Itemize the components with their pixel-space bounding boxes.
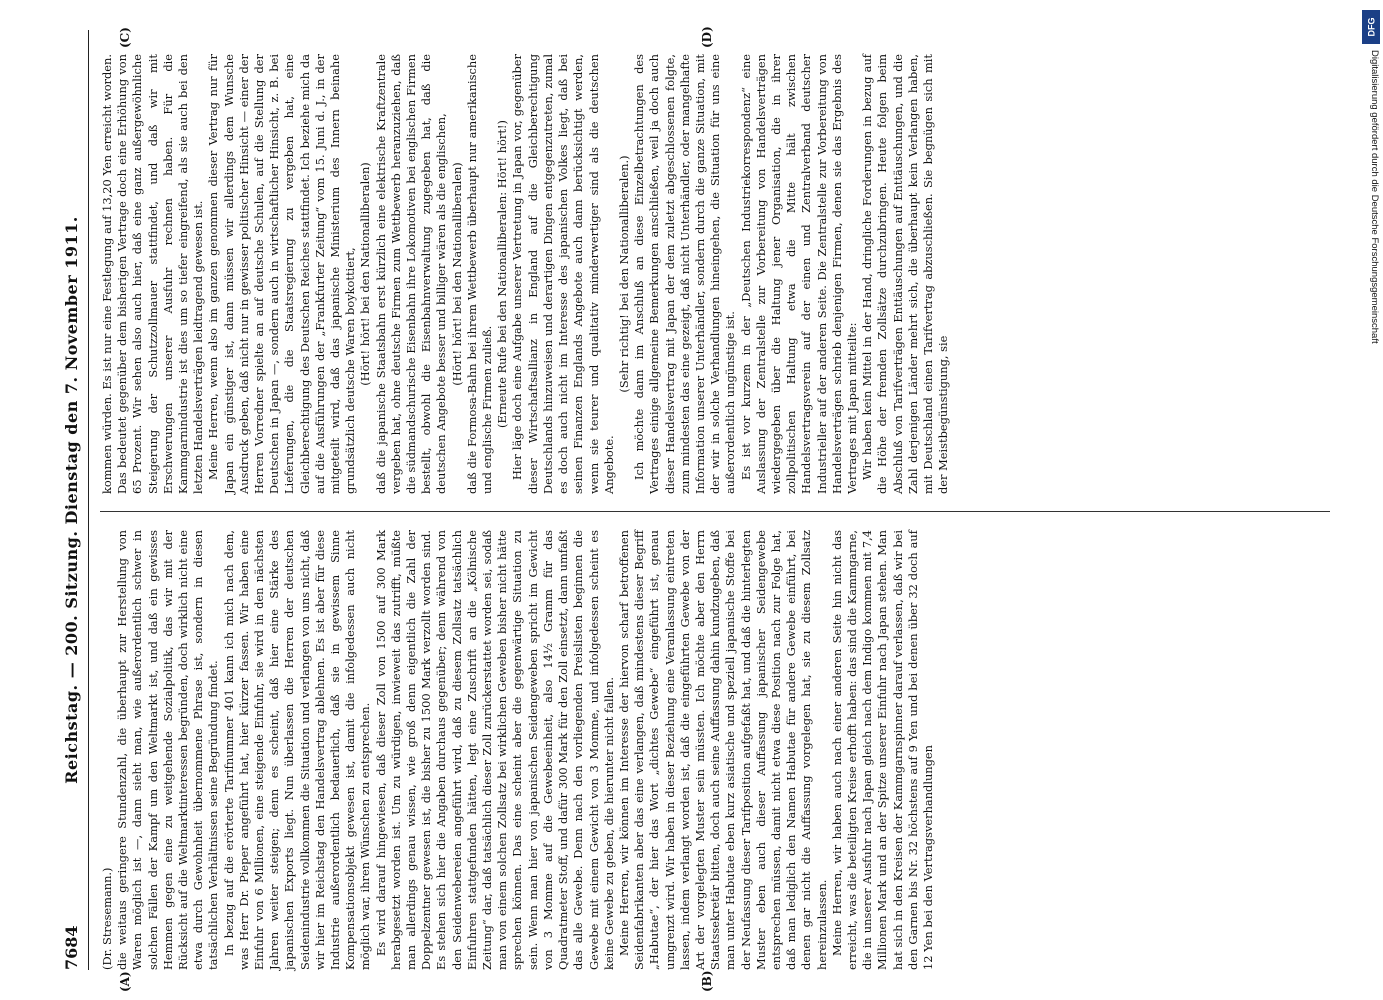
paragraph: Ich möchte dann im Anschluß an diese Einzelbetrachtungen des Vertrages einige allgemeine Bemerkungen anschließen, weil ja doch auch dieser Handelsvertrag mit Japan der dem zuletzt abgeschlossenen folgte, zum mindesten das eine gezeigt, daß nicht Unterhändler, oder mangelhafte Information unserer Unterhändler, sondern durch die ganze Situation, mit der wir in solche Verhandlungen hineingehen, die Situation für uns eine außerordentlich ungünstige ist.	[632, 54, 738, 494]
dfg-credit-text: Digitalisierung gefördert durch die Deutsche Forschungsgemeinschaft	[1369, 50, 1380, 344]
paragraph: Meine Herren, wir können im Interesse der hiervon scharf betroffenen Seidenfabrikanten aber das eine verlangen, daß mindestens dieser Begriff „Habutae“, der hier das Wort „dichtes Gewebe“ eingeführt ist, genau umgrenzt wird. Wir haben in dieser Beziehung eine Veranlassung eintreten lassen, indem verlangt worden ist, daß die eingeführten Gewebe von der Art der vorgelegten Muster sein müssten. Ich möchte aber den Herrn Staatssekretär bitten, doch auch seine Auffassung dahin kundzugeben, daß man unter Habutae eben kurz asiatische und speziell japanische Stoffe bei der Neufassung dieser Tarifposition aufgefaßt hat, und daß die hinterlegten Muster eben auch dieser Auffassung japanischer Seidengewebe entsprechen müssen, damit nicht etwa diese Position nach zur Folge hat, daß man lediglich den Namen Habutae für andere Gewebe einführt, bei denen gar nicht die Auffassung vorgelegen hat, sie zu diesem Zollsatz hereinzulassen.	[616, 530, 829, 970]
left-column	[100, 530, 1330, 992]
marker-c: (C)	[118, 27, 132, 48]
paragraph: Es wird darauf hingewiesen, daß dieser Zoll von 1500 auf 300 Mark herabgesetzt worden ist. Um zu würdigen, inwieweit das zutrifft, müßte man allerdings genau wissen, wie groß denn eigentlich die Zahl der Doppelzentner gewesen ist, die bisher zu 1500 Mark verzollt worden sind. Es stehen sich hier die Angaben durchaus gegenüber; denn während von den Seidenwebereien angeführt wird, daß zu diesem Zollsatz tatsächlich Einfuhren stattgefunden hätten, legt eine Zuschrift an die „Kölnische Zeitung“ dar, daß tatsächlich dieser Zoll zurückerstattet worden sei, sodaß man von einem solchen Zollsatz bei wirklichen Geweben bisher nicht hätte sprechen können. Das eine scheint aber die gegenwärtige Situation zu sein. Wenn man hier von japanischen Seidengeweben spricht im Gewicht von 3 Momme auf die Gewebeeinheit, also 14⅟₂ Gramm für das Quadratmeter Stoff, und dafür 300 Mark für den Zoll einsetzt, dann umfaßt das alle Gewebe. Denn nach den vorliegenden Preislisten beginnen die Gewebe mit einem Gewicht von 3 Momme, und infolgedessen scheint es keine Gewebe zu geben, die hierunter nicht fallen.	[373, 530, 616, 970]
interjection: (Hört! hört! bei den Nationalliberalen)	[449, 162, 464, 386]
interjection: (Sehr richtig! bei den Nationalliberalen.)	[616, 155, 631, 393]
dfg-sidebar	[1362, 10, 1382, 990]
paragraph: Es ist vor kurzem in der „Deutschen Industriekorrespondenz“ eine Auslassung der Zentralstelle zur Vorbereitung von Handelsverträgen wiedergegeben über die Haltung jener Organisation, die in ihrer zollpolitischen Haltung etwa die Mitte hält zwischen Handelsvertragsverein auf der einen und Zentralverband deutscher Industrieller auf der anderen Seite. Die Zentralstelle zur Vorbereitung von Handelsverträgen schrieb denjenigen Firmen, denen sie das Ergebnis des Vertrages mit Japan mitteilte:	[738, 54, 859, 494]
dfg-logo	[1362, 10, 1380, 44]
dfg-logo-text: DFG	[1366, 17, 1376, 37]
interjection: (Hört! hört! bei den Nationalliberalen)	[358, 162, 373, 386]
paragraph: die weitaus geringere Stundenzahl, die überhaupt zur Herstellung von Waren möglich ist —, dann sieht man, wie außerordentlich schwer in solchen Fällen der Kampf um den Weltmarkt ist, und daß ein gewisses Hemmen gegen eine zu weitgehende Sozialpolitik, das wir mit der Rücksicht auf die Weltmarktinteressen begründen, doch wirklich nicht eine etwa durch Gewohnheit übernommene Phrase ist, sondern in diesen tatsächlichen Verhältnissen seine Begründung findet.	[115, 530, 221, 970]
running-title: Reichstag. — 200. Sitzung. Dienstag den 7. November 1911.	[62, 216, 81, 784]
paragraph: daß die Formosa-Bahn bei ihrem Wettbewerb überhaupt nur amerikanische und englische Firmen zuließ.	[464, 54, 495, 494]
marker-a: (A)	[118, 971, 132, 992]
interjection: (Erneute Rufe bei den Nationalliberalen: Hört! hört!)	[495, 120, 510, 428]
rotated-document-page	[60, 26, 1340, 992]
dfg-credit	[1362, 50, 1380, 390]
marker-b: (B)	[700, 970, 714, 992]
paragraph: Meine Herren, wir haben auch nach einer anderen Seite hin nicht das erreicht, was die beteiligten Kreise erhofft haben: das sind die Kammgarne, die in unserer Ausfuhr nach Japan gleich nach dem Indigo kommen mit 7,4 Millionen Mark und an der Spitze unserer Einfuhr nach Japan stehen. Man hat sich in den Kreisen der Kammgarnspinner darauf verlassen, daß wir bei den Garnen bis Nr. 32 höchstens auf 9 Yen und bei denen über 32 doch auf 12 Yen bei den Vertragsverhandlungen	[829, 530, 935, 970]
paragraph: Hier läge doch eine Aufgabe unserer Vertretung in Japan vor, gegenüber dieser Wirtschaftsallianz in England auf die Gleichberechtigung Deutschlands hinzuweisen und derartigen Dingen entgegenzutreten, zumal es doch auch nicht im Interesse des japanischen Volkes liegt, daß bei seinen Finanzen Englands Angebote auch dann berücksichtigt werden, wenn sie teurer und qualitativ minderwertiger sind als die deutschen Angebote.	[510, 54, 616, 494]
right-column	[100, 26, 1330, 494]
column-divider	[100, 511, 1330, 512]
paragraph: In bezug auf die erörterte Tarifnummer 401 kann ich mich nach dem, was Herr Dr. Pieper angeführt hat, hier kürzer fassen. Wir haben eine Einfuhr von 6 Millionen, eine steigende Einfuhr, sie wird in den nächsten Jahren weiter steigen; denn es scheint, daß hier eine Stärke des japanischen Exports liegt. Nun überlassen die Herren der deutschen Seidenindustrie vollkommen die Situation und verlangen von uns nicht, daß wir hier im Reichstag den Handelsvertrag ablehnen. Es ist aber für diese Industrie außerordentlich bedauerlich, daß sie in gewissem Sinne Kompensationsobjekt gewesen ist, damit die infolgedessen auch nicht möglich war, ihren Wünschen zu entsprechen.	[221, 530, 373, 970]
speaker-note: (Dr. Stresemann.)	[100, 867, 114, 970]
marker-d: (D)	[700, 26, 714, 48]
paragraph: daß die japanische Staatsbahn erst kürzlich eine elektrische Kraftzentrale vergeben hat, ohne deutsche Firmen zum Wettbewerb heranzuziehen, daß die südmandschurische Eisenbahn ihre Lokomotiven bei englischen Firmen bestellt, obwohl die Eisenbahnverwaltung zugegeben hat, daß die deutschen Angebote besser und billiger wären als die englischen,	[373, 54, 449, 494]
paragraph: kommen würden. Es ist nur eine Festlegung auf 13,20 Yen erreicht worden. Das bedeutet gegenüber dem bisherigen Vertrage doch eine Erhöhung von 65 Prozent. Wir sehen also auch hier, daß eine ganz außergewöhnliche Steigerung der Schutzzollmauer stattfindet, und daß wir mit Erschwerungen unserer Ausfuhr rechnen haben. Für die Kammgarnindustrie ist dies um so tiefer eingreifend, als sie auch bei den letzten Handelsverträgen leidtragend gewesen ist.	[100, 54, 206, 494]
paragraph: Meine Herren, wenn also im ganzen genommen dieser Vertrag nur für Japan ein günstiger ist, dann müssen wir allerdings dem Wunsche Ausdruck geben, daß nicht nur in gewisser politischer Hinsicht — einer der Herren Vorredner spielte an auf deutsche Schulen, auf die Stellung der Deutschen in Japan —, sondern auch in wirtschaftlicher Hinsicht, z. B. bei Lieferungen, die die Staatsregierung zu vergeben hat, eine Gleichberechtigung des Deutschen Reiches stattfindet. Ich beziehe mich da auf die Ausführungen der „Frankfurter Zeitung“ vom 15. Juni d. J., in der mitgeteilt wird, daß das japanische Ministerium des Innern beinahe grundsätzlich deutsche Waren boykottiert,	[206, 54, 358, 494]
page-header	[60, 30, 89, 970]
quotation: Wir haben kein Mittel in der Hand, dringliche Forderungen in bezug auf die Höhe der fremden Zollsätze durchzubringen. Heute folgen beim Abschluß von Tarifverträgen Enttäuschungen auf Enttäuschungen, und die Zahl derjenigen Länder mehrt sich, die überhaupt kein Verlangen haben, mit Deutschland einen Tarifvertrag abzuschließen. Sie begnügen sich mit der Meistbegünstigung, sie	[860, 54, 951, 494]
page-number: 7684	[62, 925, 81, 970]
